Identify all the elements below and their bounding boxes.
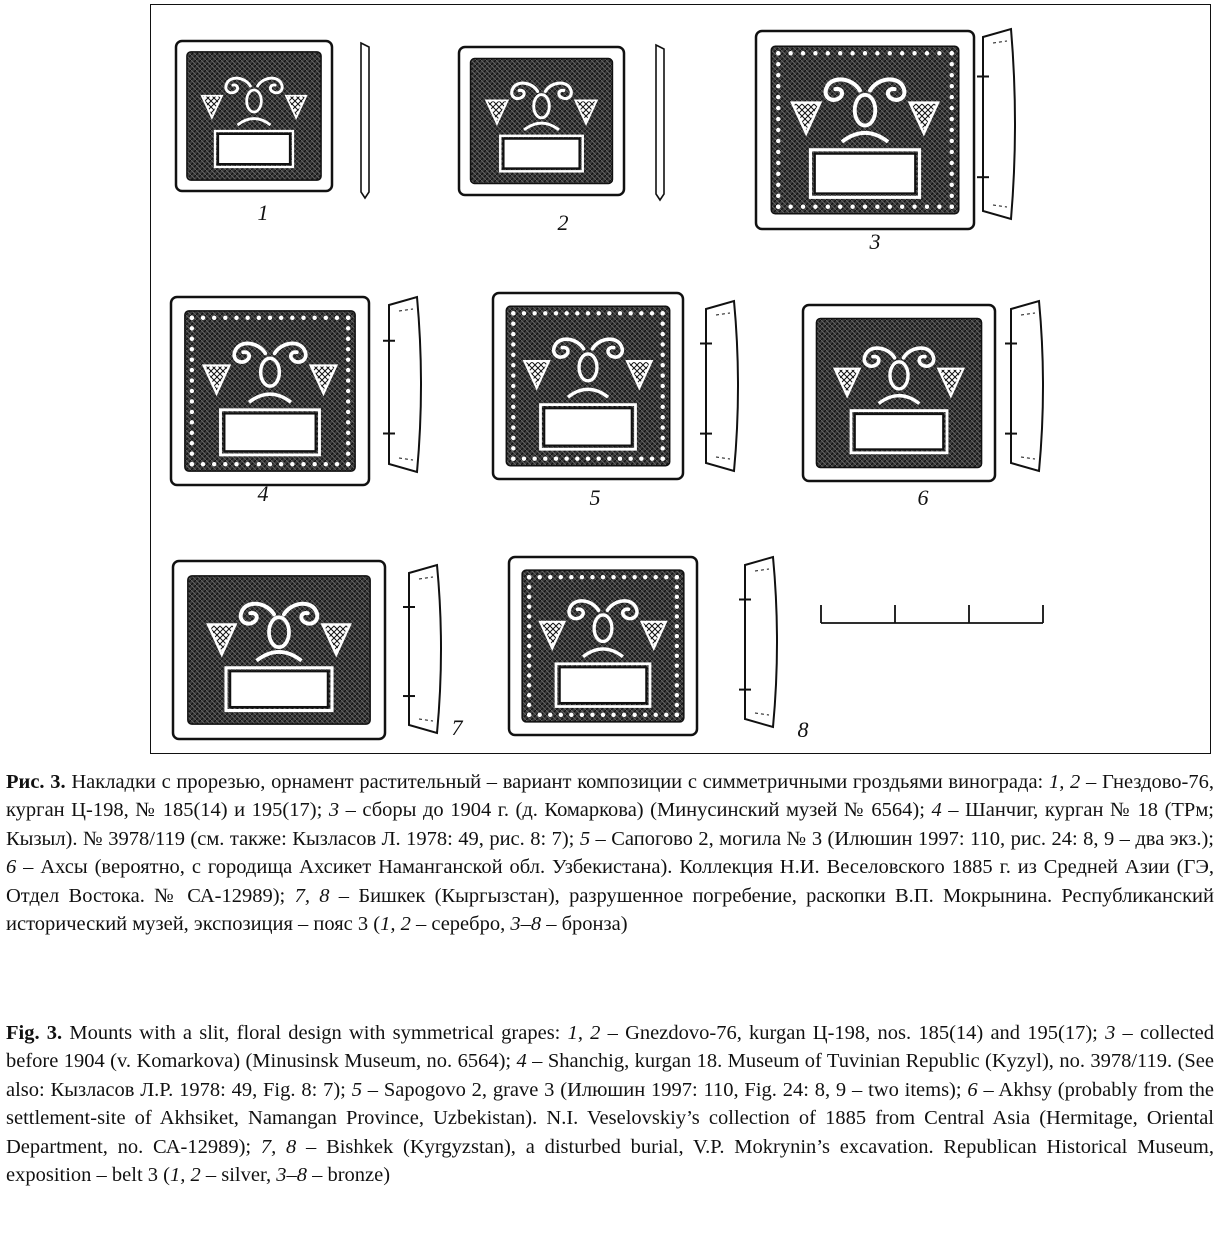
caption-text: – серебро, [410, 913, 511, 936]
caption-text: – Shanchig, kurgan 18. Museum of Tuvinian Republic (Kyzyl), no. 3978/119. (See also: Кызласов Л.Р. 1978: 49, Fig. 8: 7); [6, 1050, 1214, 1101]
mount-drawing-6 [803, 301, 1043, 481]
caption-body [6, 771, 1214, 935]
caption-item-ref: 4 [931, 799, 942, 822]
figure-caption-english [6, 1019, 1214, 1189]
mount-drawing-8 [509, 557, 777, 735]
caption-text: – Ахсы (вероятно, с городища Ахсикет Наманганской обл. Узбекистана). Коллекция Н.И. Веселовского 1885 г. из Средней Азии (ГЭ, Отдел Востока. № СА-12989); [6, 856, 1214, 907]
caption-text: – сборы до 1904 г. (д. Комаркова) (Минусинский музей № 6564); [339, 799, 932, 822]
caption-text: – Akhsy (probably from the settlement-site of Akhsiket, Namangan Province, Uzbekistan). N.I. Veselovskiy’s collection of 1885 from Central Asia (Hermitage, Oriental Department, no. СА-12989); [6, 1078, 1214, 1158]
figure-caption-russian [6, 768, 1214, 938]
mount-drawing-4 [171, 297, 421, 485]
figure-item-number: 7 [451, 715, 463, 740]
caption-item-ref: 3 [328, 799, 340, 822]
caption-item-ref: 1, 2 [567, 1022, 601, 1044]
caption-item-ref: 4 [516, 1050, 527, 1073]
caption-text: – Шанчиг, курган № 18 (ТРм; Кызыл). № 3978/119 (см. также: Кызласов Л. 1978: 49, рис. 8: 7); [6, 799, 1214, 850]
figure-plate [150, 4, 1211, 754]
caption-item-ref: 1, 2 [380, 913, 411, 936]
caption-item-ref: 1, 2 [1048, 771, 1081, 793]
caption-text: Mounts with a slit, floral design with symmetrical grapes: [62, 1022, 568, 1044]
figure-item-number: 2 [557, 210, 569, 235]
caption-text: – silver, [200, 1164, 277, 1187]
caption-text: Накладки с прорезью, орнамент растительный – вариант композиции с симметричными гроздьями винограда: [65, 771, 1049, 793]
caption-item-ref: 5 [579, 827, 591, 850]
caption-text: – Сапогово 2, могила № 3 (Илюшин 1997: 110, рис. 24: 8, 9 – два экз.); [590, 827, 1214, 850]
figure-item-number: 6 [917, 485, 929, 510]
caption-body [6, 1022, 1214, 1186]
scale-bar [821, 605, 1043, 623]
caption-text: – Sapogovo 2, grave 3 (Илюшин 1997: 110, Fig. 24: 8, 9 – two items); [361, 1078, 968, 1101]
caption-item-ref: 3 [1105, 1022, 1116, 1044]
mount-drawing-2 [459, 45, 664, 200]
figure-item-number: 1 [257, 200, 269, 225]
mount-drawing-1 [176, 41, 369, 198]
mount-drawing-3 [756, 29, 1015, 229]
caption-item-ref: 6 [6, 856, 17, 879]
caption-item-ref: 3–8 [276, 1164, 307, 1187]
figure-item-number: 5 [589, 485, 601, 510]
figure-item-number: 3 [869, 229, 881, 254]
caption-item-ref: 7, 8 [294, 884, 330, 907]
caption-label: Fig. 3. [6, 1022, 63, 1044]
mount-drawing-5 [493, 293, 738, 479]
caption-item-ref: 6 [967, 1078, 978, 1101]
caption-item-ref: 1, 2 [169, 1164, 201, 1187]
mount-drawing-7 [173, 561, 441, 739]
figure-item-number: 8 [797, 717, 809, 742]
caption-text: – collected before 1904 (v. Komarkova) (Minusinsk Museum, no. 6564); [6, 1022, 1214, 1073]
caption-text: – Бишкек (Кыргызстан), разрушенное погребение, раскопки В.П. Мокрынина. Республиканский исторический музей, экспозиция – пояс 3 ( [6, 884, 1215, 936]
caption-text: – bronze) [306, 1164, 391, 1187]
caption-text: – бронза) [541, 913, 628, 936]
caption-text: – Gnezdovo-76, kurgan Ц-198, nos. 185(14) and 195(17); [600, 1022, 1106, 1044]
caption-text: – Bishkek (Kyrgyzstan), a disturbed burial, V.P. Mokrynin’s excavation. Republican Historical Museum, exposition – belt 3 ( [6, 1135, 1215, 1187]
caption-item-ref: 3–8 [510, 913, 542, 936]
caption-item-ref: 5 [351, 1078, 362, 1101]
caption-item-ref: 7, 8 [260, 1135, 297, 1158]
figure-item-number: 4 [257, 481, 269, 506]
figure-drawing [151, 5, 1209, 752]
caption-label: Рис. 3. [6, 771, 66, 793]
caption-text: – Гнездово-76, курган Ц-198, № 185(14) и 195(17); [6, 771, 1214, 822]
